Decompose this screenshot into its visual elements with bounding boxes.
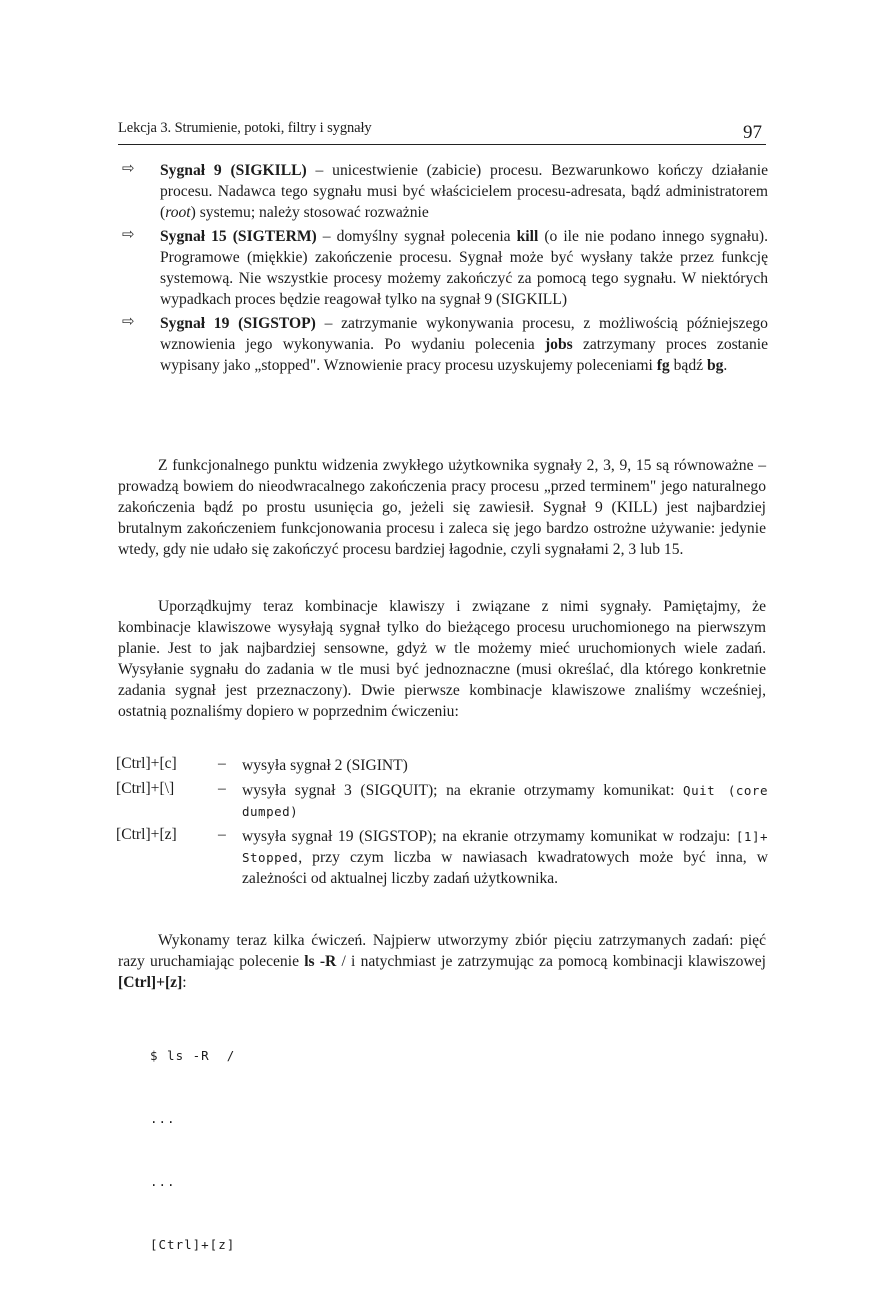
signal-item-sigstop (118, 313, 768, 376)
signal-text: Sygnał 19 (SIGSTOP) – zatrzymanie wykonywania procesu, z możliwością późniejszego wznowienia jego wykonywania. Po wydaniu polecenia jobs zatrzymany proces zostanie wypisany jako „stopped". Wznowienie pracy procesu uzyskujemy poleceniami fg bądź bg. (160, 315, 768, 374)
code-line: ... (150, 1111, 176, 1126)
signal-list (118, 160, 768, 379)
paragraph-exercise: Wykonamy teraz kilka ćwiczeń. Najpierw utworzymy zbiór pięciu zatrzymanych zadań: pięć razy uruchamiając polecenie ls -R / i natychmiast je zatrzymując za pomocą kombinacji klawiszowej [Ctrl]+[z]: (118, 932, 766, 991)
key-combo: [Ctrl]+[\] (116, 780, 175, 797)
running-header (118, 118, 766, 145)
dash: – (218, 780, 226, 797)
paragraph-key-combinations: Uporządkujmy teraz kombinacje klawiszy i związane z nimi sygnały. Pamiętajmy, że kombinacje klawiszowe wysyłają sygnał tylko do bieżącego procesu uruchomionego na pierwszym planie. Jest to jak najbardziej sensowne, gdyż w tle możemy mieć uruchomionych wiele zadań. Wysyłanie sygnału do zadania w tle musi być jednoznaczne (musi określać, dla którego konkretnie zadania sygnał jest przeznaczony). Dwie pierwsze kombinacje klawiszowe znaliśmy wcześniej, ostatnią poznaliśmy dopiero w poprzednim ćwiczeniu: (118, 598, 766, 720)
key-description: wysyła sygnał 19 (SIGSTOP); na ekranie otrzymamy komunikat w rodzaju: [1]+ Stopped, przy czym liczba w nawiasach kwadratowych może być inna, w zależności od aktualnej liczby zadań użytkownika. (242, 828, 768, 887)
code-line: $ ls -R / (150, 1048, 236, 1063)
key-description: wysyła sygnał 2 (SIGINT) (242, 757, 408, 774)
key-description: wysyła sygnał 3 (SIGQUIT); na ekranie otrzymamy komunikat: Quit (core dumped) (242, 782, 768, 819)
dash: – (218, 755, 226, 772)
paragraph-signal-equivalence: Z funkcjonalnego punktu widzenia zwykłego użytkownika sygnały 2, 3, 9, 15 są równoważne – prowadzą bowiem do nieodwracalnego zakończenia pracy procesu „przed terminem" jego naturalnego zakończenia bądź po prostu usunięcia go, jeżeli się zawiesił. Sygnał 9 (KILL) jest najbardziej brutalnym zakończeniem funkcjonowania procesu i zaleca się jego bardzo ostrożne używanie: jedynie wtedy, gdy nie udało się zakończyć procesu bardziej łagodnie, czyli sygnałami 2, 3 lub 15. (118, 457, 766, 558)
key-row-ctrl-backslash (116, 780, 768, 822)
code-block (150, 1003, 235, 1297)
key-combo: [Ctrl]+[c] (116, 755, 177, 772)
signal-text: Sygnał 15 (SIGTERM) – domyślny sygnał polecenia kill (o ile nie podano innego sygnału). Programowe (miękkie) zakończenie procesu. Sygnał może być wysłany także przez funkcję systemową. Nie wszystkie procesy możemy zakończyć za pomocą tego sygnału. W niektórych wypadkach proces będzie reagował tylko na sygnał 9 (SIGKILL) (160, 228, 768, 308)
page-number: 97 (743, 122, 762, 143)
signal-item-sigterm (118, 226, 768, 310)
arrow-bullet-icon: ⇨ (122, 225, 135, 243)
code-line: [Ctrl]+[z] (150, 1237, 236, 1252)
dash: – (218, 826, 226, 843)
arrow-bullet-icon: ⇨ (122, 312, 135, 330)
chapter-title: Lekcja 3. Strumienie, potoki, filtry i sygnały (118, 120, 372, 136)
key-row-ctrl-z (116, 826, 768, 889)
key-combo: [Ctrl]+[z] (116, 826, 177, 843)
signal-text: Sygnał 9 (SIGKILL) – unicestwienie (zabicie) procesu. Bezwarunkowo kończy działanie procesu. Nadawca tego sygnału musi być właścicielem procesu-adresata, bądź administratorem (root) systemu; należy stosować rozważnie (160, 162, 768, 221)
terminal-message: Quit (core dumped) (242, 783, 768, 819)
arrow-bullet-icon: ⇨ (122, 159, 135, 177)
terminal-message: [1]+ Stopped (242, 829, 768, 865)
code-line: ... (150, 1174, 176, 1189)
key-combination-list (116, 755, 768, 893)
signal-item-sigkill (118, 160, 768, 223)
key-row-ctrl-c (116, 755, 768, 776)
